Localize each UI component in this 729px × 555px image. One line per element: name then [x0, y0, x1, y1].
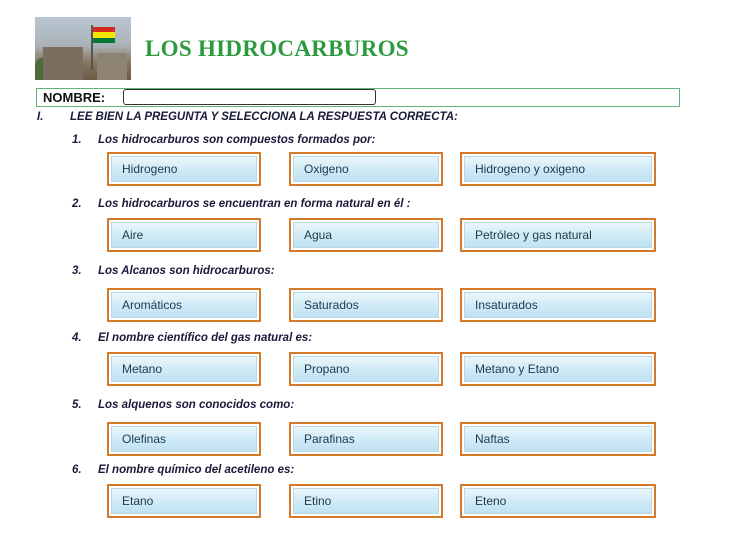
question-number: 6. — [72, 464, 82, 476]
option-label: Olefinas — [111, 426, 257, 452]
option-label: Naftas — [464, 426, 652, 452]
option-label: Insaturados — [464, 292, 652, 318]
option-button[interactable] — [107, 352, 261, 386]
question-text: Los Alcanos son hidrocarburos: — [98, 265, 275, 277]
option-button[interactable] — [460, 288, 656, 322]
option-button[interactable] — [460, 422, 656, 456]
instruction-text: LEE BIEN LA PREGUNTA Y SELECCIONA LA RESPUESTA CORRECTA: — [70, 111, 458, 123]
name-bar — [36, 88, 680, 107]
option-label: Agua — [293, 222, 439, 248]
option-button[interactable] — [289, 152, 443, 186]
option-label: Parafinas — [293, 426, 439, 452]
building-shape — [43, 47, 83, 80]
question-2 — [72, 198, 411, 210]
question-4 — [72, 332, 312, 344]
question-number: 4. — [72, 332, 82, 344]
instruction-number: I. — [37, 111, 44, 123]
question-text: Los hidrocarburos son compuestos formados por: — [98, 134, 376, 146]
option-button[interactable] — [289, 288, 443, 322]
option-button[interactable] — [107, 288, 261, 322]
option-button[interactable] — [107, 422, 261, 456]
option-button[interactable] — [289, 352, 443, 386]
question-text: Los hidrocarburos se encuentran en forma natural en él : — [98, 198, 411, 210]
option-label: Etino — [293, 488, 439, 514]
name-label: NOMBRE: — [43, 90, 106, 105]
option-button[interactable] — [107, 152, 261, 186]
option-label: Propano — [293, 356, 439, 382]
header-photo — [35, 17, 131, 80]
bolivia-flag-icon — [93, 27, 115, 43]
option-button[interactable] — [460, 484, 656, 518]
option-button[interactable] — [460, 352, 656, 386]
option-label: Eteno — [464, 488, 652, 514]
option-label: Hidrogeno — [111, 156, 257, 182]
option-button[interactable] — [289, 218, 443, 252]
option-label: Saturados — [293, 292, 439, 318]
question-6 — [72, 464, 294, 476]
option-label: Aromáticos — [111, 292, 257, 318]
option-button[interactable] — [289, 422, 443, 456]
question-1 — [72, 134, 375, 146]
option-label: Metano y Etano — [464, 356, 652, 382]
option-label: Aire — [111, 222, 257, 248]
option-button[interactable] — [107, 484, 261, 518]
question-text: El nombre científico del gas natural es: — [98, 332, 313, 344]
option-button[interactable] — [460, 218, 656, 252]
option-button[interactable] — [289, 484, 443, 518]
question-text: El nombre químico del acetileno es: — [98, 464, 295, 476]
question-text: Los alquenos son conocidos como: — [98, 399, 295, 411]
building-shape — [97, 53, 127, 80]
name-input[interactable] — [123, 89, 376, 105]
question-number: 5. — [72, 399, 82, 411]
question-number: 1. — [72, 134, 82, 146]
option-label: Metano — [111, 356, 257, 382]
option-button[interactable] — [107, 218, 261, 252]
option-label: Petróleo y gas natural — [464, 222, 652, 248]
page-title: LOS HIDROCARBUROS — [145, 36, 409, 61]
option-label: Hidrogeno y oxigeno — [464, 156, 652, 182]
question-5 — [72, 399, 294, 411]
option-label: Etano — [111, 488, 257, 514]
question-number: 2. — [72, 198, 82, 210]
option-label: Oxigeno — [293, 156, 439, 182]
question-3 — [72, 265, 275, 277]
option-button[interactable] — [460, 152, 656, 186]
question-number: 3. — [72, 265, 82, 277]
